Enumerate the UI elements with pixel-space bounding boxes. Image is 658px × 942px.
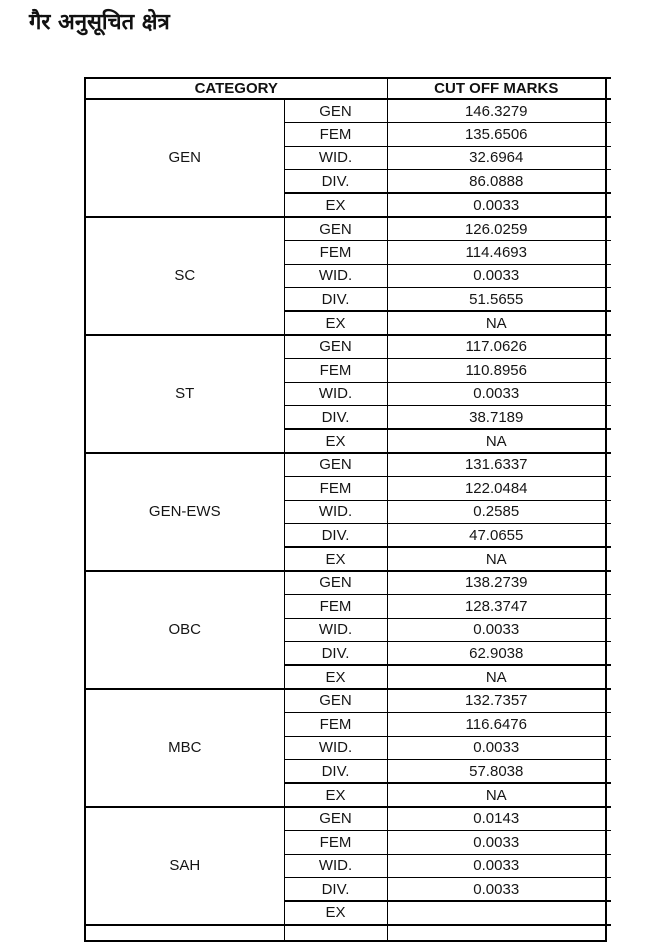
subcategory-cell: EX [284, 665, 387, 689]
subcategory-cell: GEN [284, 99, 387, 123]
value-cell: NA [387, 429, 606, 453]
subcategory-cell [284, 925, 387, 941]
table-rule-overshoot [606, 854, 611, 855]
table-header-row [85, 78, 606, 99]
value-cell: 0.0033 [387, 193, 606, 217]
table-rule-overshoot [606, 452, 611, 454]
table-rule-overshoot [606, 782, 611, 784]
value-cell: 0.0033 [387, 618, 606, 642]
subcategory-cell: GEN [284, 335, 387, 359]
value-cell: 146.3279 [387, 99, 606, 123]
subcategory-cell: GEN [284, 689, 387, 713]
group-cell [85, 925, 284, 941]
table-rule-overshoot [606, 77, 611, 79]
subcategory-cell: EX [284, 547, 387, 571]
table-rule-overshoot [606, 216, 611, 218]
table-row [85, 571, 606, 595]
value-cell: 0.0033 [387, 854, 606, 878]
table-rule-overshoot [606, 806, 611, 808]
subcategory-cell: DIV. [284, 642, 387, 666]
value-cell: 114.4693 [387, 241, 606, 265]
value-cell: 131.6337 [387, 453, 606, 477]
table-row [85, 217, 606, 241]
table-rule-overshoot [606, 146, 611, 147]
value-cell [387, 901, 606, 925]
table-rule-overshoot [606, 924, 611, 926]
value-cell: 51.5655 [387, 288, 606, 312]
table-rule-overshoot [606, 98, 611, 100]
page-heading: गैर अनुसूचित क्षेत्र [29, 10, 170, 35]
subcategory-cell: WID. [284, 382, 387, 406]
group-cell: SAH [85, 807, 284, 925]
value-cell: 117.0626 [387, 335, 606, 359]
subcategory-cell: WID. [284, 736, 387, 760]
value-cell: NA [387, 311, 606, 335]
table-rule-overshoot [606, 358, 611, 359]
value-cell: 0.2585 [387, 500, 606, 524]
value-cell: 0.0143 [387, 807, 606, 831]
subcategory-cell: WID. [284, 500, 387, 524]
group-cell: GEN-EWS [85, 453, 284, 571]
group-cell: OBC [85, 571, 284, 689]
subcategory-cell: WID. [284, 264, 387, 288]
subcategory-cell: DIV. [284, 878, 387, 902]
group-cell: SC [85, 217, 284, 335]
subcategory-cell: WID. [284, 618, 387, 642]
subcategory-cell: DIV. [284, 288, 387, 312]
table-rule-overshoot [606, 877, 611, 878]
group-cell: GEN [85, 99, 284, 217]
table-rule-overshoot [606, 546, 611, 548]
table-rule-overshoot [606, 310, 611, 312]
table-rule-overshoot [606, 192, 611, 194]
table-rule-overshoot [606, 523, 611, 524]
value-cell: 116.6476 [387, 712, 606, 736]
value-cell: 0.0033 [387, 264, 606, 288]
value-cell [387, 925, 606, 941]
table-rule-overshoot [606, 594, 611, 595]
subcategory-cell: FEM [284, 241, 387, 265]
table-row [85, 335, 606, 359]
table-rule-overshoot [606, 900, 611, 902]
subcategory-cell: FEM [284, 594, 387, 618]
table-rule-overshoot [606, 759, 611, 760]
table-rule-overshoot [606, 405, 611, 406]
subcategory-cell: EX [284, 311, 387, 335]
subcategory-cell: GEN [284, 453, 387, 477]
table-rule-overshoot [606, 476, 611, 477]
table-rule-overshoot [606, 570, 611, 572]
subcategory-cell: GEN [284, 571, 387, 595]
value-cell: 57.8038 [387, 760, 606, 784]
value-cell: 62.9038 [387, 642, 606, 666]
subcategory-cell: DIV. [284, 524, 387, 548]
table-rule-overshoot [606, 287, 611, 288]
table-rule-overshoot [606, 736, 611, 737]
value-cell: NA [387, 547, 606, 571]
subcategory-cell: FEM [284, 123, 387, 147]
table-rule-overshoot [606, 500, 611, 501]
value-cell: 0.0033 [387, 830, 606, 854]
group-cell: ST [85, 335, 284, 453]
table-rule-overshoot [606, 382, 611, 383]
table-rule-overshoot [606, 641, 611, 642]
table-rule-overshoot [606, 664, 611, 666]
subcategory-cell: DIV. [284, 406, 387, 430]
table-rule-overshoot [606, 688, 611, 690]
table-row [85, 807, 606, 831]
table-row [85, 99, 606, 123]
group-cell: MBC [85, 689, 284, 807]
value-cell: 128.3747 [387, 594, 606, 618]
table-rule-overshoot [606, 169, 611, 170]
subcategory-cell: FEM [284, 712, 387, 736]
value-cell: 38.7189 [387, 406, 606, 430]
subcategory-cell: DIV. [284, 760, 387, 784]
table-row [85, 689, 606, 713]
partial-row [85, 925, 606, 941]
value-cell: 122.0484 [387, 477, 606, 501]
value-cell: 86.0888 [387, 170, 606, 194]
value-cell: 0.0033 [387, 382, 606, 406]
value-cell: 0.0033 [387, 878, 606, 902]
value-cell: 126.0259 [387, 217, 606, 241]
value-cell: 32.6964 [387, 146, 606, 170]
value-cell: 110.8956 [387, 359, 606, 383]
table-rule-overshoot [606, 712, 611, 713]
value-cell: 132.7357 [387, 689, 606, 713]
cutoff-table-container [84, 77, 607, 942]
table-row [85, 453, 606, 477]
value-cell: NA [387, 783, 606, 807]
subcategory-cell: GEN [284, 217, 387, 241]
table-rule-overshoot [606, 334, 611, 336]
value-cell: NA [387, 665, 606, 689]
subcategory-cell: DIV. [284, 170, 387, 194]
value-cell: 47.0655 [387, 524, 606, 548]
table-rule-overshoot [606, 618, 611, 619]
table-rule-overshoot [606, 240, 611, 241]
table-rule-overshoot [606, 264, 611, 265]
subcategory-cell: FEM [284, 830, 387, 854]
subcategory-cell: EX [284, 901, 387, 925]
subcategory-cell: GEN [284, 807, 387, 831]
table-rule-overshoot [606, 122, 611, 123]
subcategory-cell: EX [284, 193, 387, 217]
subcategory-cell: FEM [284, 477, 387, 501]
table-rule-overshoot [606, 428, 611, 430]
value-cell: 138.2739 [387, 571, 606, 595]
value-cell: 135.6506 [387, 123, 606, 147]
col-header-category: CATEGORY [85, 78, 387, 99]
category-cutoff-table [84, 77, 607, 942]
subcategory-cell: FEM [284, 359, 387, 383]
subcategory-cell: WID. [284, 146, 387, 170]
col-header-cutoff: CUT OFF MARKS [387, 78, 606, 99]
subcategory-cell: WID. [284, 854, 387, 878]
subcategory-cell: EX [284, 429, 387, 453]
table-rule-overshoot [606, 830, 611, 831]
value-cell: 0.0033 [387, 736, 606, 760]
subcategory-cell: EX [284, 783, 387, 807]
